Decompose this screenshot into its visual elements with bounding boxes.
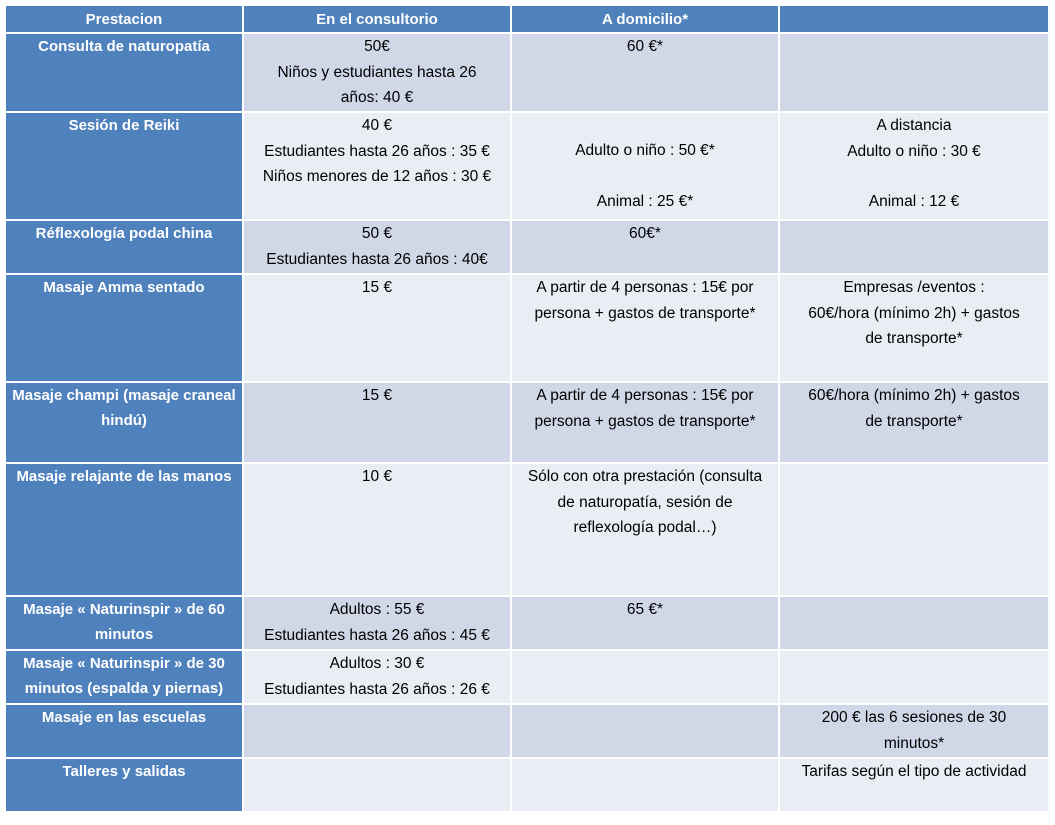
- cell-line: Adulto o niño : 50 €*: [575, 142, 715, 159]
- cell-line: años: 40 €: [340, 89, 414, 106]
- row-service: Consulta de naturopatía: [6, 34, 242, 111]
- cell-line: persona + gastos de transporte*: [534, 304, 756, 322]
- extra-cell: [780, 34, 1048, 111]
- cell-line: Niños menores de 12 años : 30 €: [262, 168, 492, 185]
- header-prestacion: Prestacion: [6, 6, 242, 32]
- table-row: [6, 34, 1048, 111]
- cell-line: Adultos : 55 €: [329, 601, 425, 618]
- extra-cell: [780, 705, 1048, 757]
- consultorio-cell: [244, 221, 510, 273]
- cell-line: A partir de 4 personas : 15€ por: [536, 279, 754, 296]
- extra-cell: [780, 383, 1048, 462]
- cell-line: Sólo con otra prestación (consulta: [527, 468, 763, 485]
- cell-line: minutos*: [883, 734, 945, 752]
- table-row: [6, 221, 1048, 273]
- cell-line: de transporte*: [865, 412, 963, 430]
- cell-line: 15 €: [361, 279, 393, 296]
- cell-line: 50 €: [361, 225, 393, 242]
- extra-cell: [780, 651, 1048, 703]
- table-row: [6, 651, 1048, 703]
- cell-line: 60€*: [629, 225, 661, 242]
- consultorio-cell: [244, 705, 510, 757]
- domicilio-cell: [512, 651, 778, 703]
- cell-line: Estudiantes hasta 26 años : 40€: [266, 250, 488, 268]
- table-row: [6, 113, 1048, 219]
- cell-line: 60 €*: [626, 38, 664, 55]
- cell-line: A partir de 4 personas : 15€ por: [536, 387, 754, 404]
- domicilio-cell: [512, 705, 778, 757]
- extra-cell: [780, 113, 1048, 219]
- cell-line: A distancia: [876, 117, 952, 134]
- cell-line: 60€/hora (mínimo 2h) + gastos: [808, 304, 1020, 322]
- row-service: Talleres y salidas: [6, 759, 242, 811]
- cell-line: 65 €*: [626, 601, 664, 618]
- consultorio-cell: [244, 759, 510, 811]
- table-row: [6, 759, 1048, 811]
- cell-line: 50€: [364, 38, 390, 55]
- cell-line: 15 €: [361, 387, 393, 404]
- consultorio-cell: [244, 464, 510, 595]
- row-service: Masaje Amma sentado: [6, 275, 242, 381]
- cell-line: de transporte*: [865, 330, 963, 347]
- cell-line: Estudiantes hasta 26 años : 26 €: [264, 680, 490, 698]
- table-row: [6, 275, 1048, 381]
- table-row: [6, 464, 1048, 595]
- domicilio-cell: [512, 383, 778, 462]
- cell-line: Estudiantes hasta 26 años : 35 €: [264, 142, 490, 160]
- consultorio-cell: [244, 383, 510, 462]
- cell-line: Adultos : 30 €: [329, 655, 425, 672]
- header-domicilio: A domicilio*: [512, 6, 778, 32]
- domicilio-cell: [512, 597, 778, 649]
- domicilio-cell: [512, 34, 778, 111]
- price-table: [4, 4, 1050, 813]
- cell-line: de naturopatía, sesión de: [557, 493, 733, 511]
- cell-line: Estudiantes hasta 26 años : 45 €: [264, 626, 490, 644]
- extra-cell: [780, 464, 1048, 595]
- consultorio-cell: [244, 113, 510, 219]
- extra-cell: [780, 221, 1048, 273]
- domicilio-cell: [512, 221, 778, 273]
- row-service: Masaje « Naturinspir » de 60 minutos: [6, 597, 242, 649]
- cell-line: Empresas /eventos :: [843, 279, 985, 296]
- table-row: [6, 383, 1048, 462]
- row-service: Sesión de Reiki: [6, 113, 242, 219]
- row-service: Masaje en las escuelas: [6, 705, 242, 757]
- table-row: [6, 705, 1048, 757]
- extra-cell: [780, 759, 1048, 811]
- row-service: Réflexología podal china: [6, 221, 242, 273]
- consultorio-cell: [244, 597, 510, 649]
- table-row: [6, 597, 1048, 649]
- domicilio-cell: [512, 464, 778, 595]
- row-service: Masaje relajante de las manos: [6, 464, 242, 595]
- cell-line: Adulto o niño : 30 €: [847, 142, 981, 160]
- row-service: Masaje « Naturinspir » de 30 minutos (espalda y piernas): [6, 651, 242, 703]
- domicilio-cell: [512, 759, 778, 811]
- cell-line: reflexología podal…): [573, 519, 717, 536]
- cell-line: Niños y estudiantes hasta 26: [277, 63, 477, 81]
- header-consultorio: En el consultorio: [244, 6, 510, 32]
- extra-cell: [780, 597, 1048, 649]
- header-extra: [780, 6, 1048, 32]
- cell-line: 40 €: [361, 117, 393, 134]
- cell-line: 60€/hora (mínimo 2h) + gastos: [808, 387, 1020, 404]
- consultorio-cell: [244, 34, 510, 111]
- domicilio-cell: [512, 275, 778, 381]
- cell-line: Animal : 25 €*: [596, 192, 694, 210]
- header-row: [6, 6, 1048, 32]
- consultorio-cell: [244, 651, 510, 703]
- cell-line: persona + gastos de transporte*: [534, 412, 756, 430]
- cell-line: Tarifas según el tipo de actividad: [801, 763, 1027, 780]
- extra-cell: [780, 275, 1048, 381]
- cell-line: Animal : 12 €: [868, 193, 960, 210]
- consultorio-cell: [244, 275, 510, 381]
- cell-line: 200 € las 6 sesiones de 30: [821, 709, 1007, 726]
- row-service: Masaje champi (masaje craneal hindú): [6, 383, 242, 462]
- domicilio-cell: [512, 113, 778, 219]
- cell-line: 10 €: [361, 468, 393, 485]
